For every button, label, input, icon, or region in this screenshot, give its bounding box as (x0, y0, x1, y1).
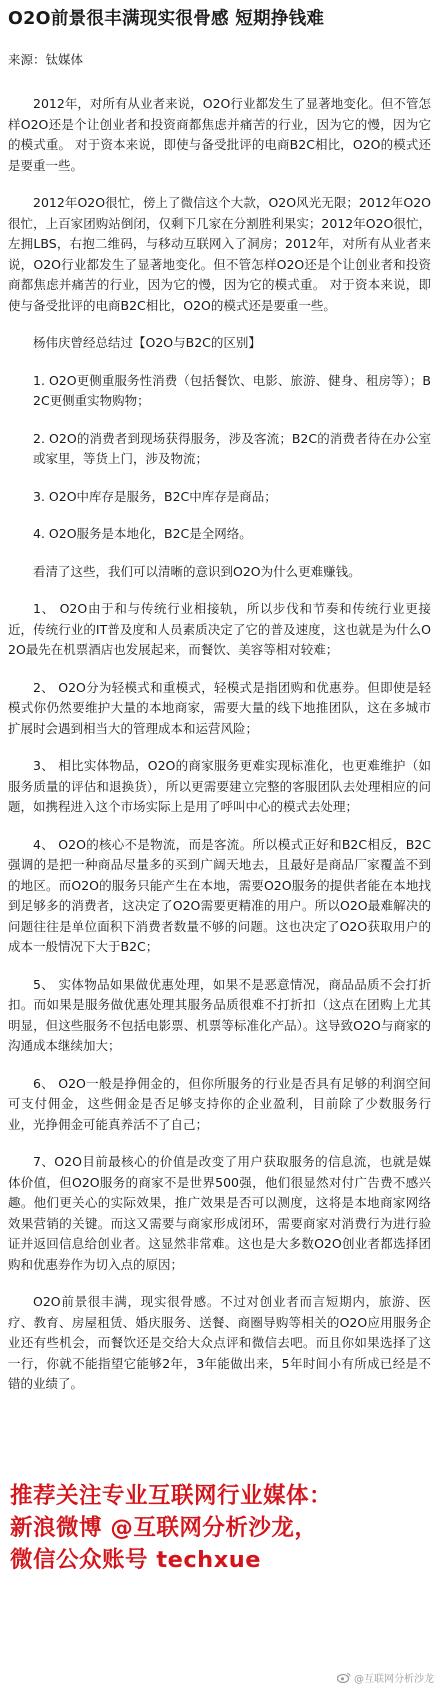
promo-line: 推荐关注专业互联网行业媒体： (10, 1483, 333, 1509)
numbered-point: 5、 实体物品如果做优惠处理，如果不是恶意情况，商品品质不会打折扣。而如果是服务做优惠处理其服务品质很难不打折扣（这点在团购上尤其明显，但这些服务不包括电影票、机票等标准化产品）。这导致O2O与商家的沟通成本继续加大； (8, 976, 431, 1053)
numbered-point: 1、 O2O由于和与传统行业相接轨，所以步伐和节奏和传统行业更接近，传统行业的IT普及度和人员素质决定了它的普及速度，这也就是为什么O2O最先在机票酒店也发展起来，而餐饮、美容等相对较难； (8, 601, 431, 657)
article-body (8, 94, 431, 1412)
list-item: 1. O2O更侧重服务性消费（包括餐饮、电影、旅游、健身、租房等）；B2C更侧重实物购物； (33, 372, 431, 408)
promo-block (10, 1480, 435, 1576)
numbered-point: 7、O2O目前最核心的价值是改变了用户获取服务的信息流，也就是媒体价值，但O2O服务的商家不是世界500强，他们很显然对付广告费不感兴趣。他们更关心的实际效果，推广效果是否可以测度，这将是本地商家网络效果营销的关键。而这又需要与商家形成闭环，需要商家对消费行为进行验证并返回信息给创业者。这显然非常难。这也是大多数O2O创业者都选择团购和优惠券作为切入点的原因； (8, 1154, 431, 1272)
numbered-point: 2、 O2O分为轻模式和重模式，轻模式是指团购和优惠券。但即使是轻模式你仍然要维护大量的本地商家，需要大量的线下地推团队，这在多城市扩展时会遇到相当大的管理成本和运营风险； (8, 679, 431, 736)
promo-line: 新浪微博 @互联网分析沙龙， (10, 1515, 318, 1541)
paragraph: 看清了这些，我们可以清晰的意识到O2O为什么更难赚钱。 (33, 563, 361, 579)
article-title: O2O前景很丰满现实很骨感 短期挣钱难 (8, 9, 325, 29)
numbered-point: 4、 O2O的核心不是物流，而是客流。所以模式正好和B2C相反，B2C强调的是把一种商品尽量多的买到广阔天地去，且最好是商品厂家覆盖不到的地区。而O2O的服务只能产生在本地，需要O2O服务的提供者能在本地找到足够多的消费者，这决定了O2O需要更精准的用户。所以O2O最难解决的问题往往是单位面积下消费者数量不够的问题。这也决定了O2O获取用户的成本一般情况下大于B2C； (8, 836, 431, 954)
watermark-text: @互联网分析沙龙 (354, 1674, 434, 1685)
paragraph: 2012年O2O很忙，傍上了微信这个大款，O2O风光无限；2012年O2O很忙，上百家团购站倒闭，仅剩下几家在分割胜利果实；2012年O2O很忙，左拥LBS，右抱二维码，与移动互联网入了洞房；2012年，对所有从业者来说，O2O行业都发生了显著地变化。但不管怎样O2O还是个让创业者和投资商都焦虑并痛苦的行业，因为它的慢，因为它的模式重。 对于资本来说，即使与备受批评的电商B2C相比，O2O的模式还是要重一些。 (8, 195, 431, 313)
section-heading: 杨伟庆曾经总结过【O2O与B2C的区别】 (33, 335, 261, 350)
list-item: 4. O2O服务是本地化，B2C是全网络。 (33, 526, 252, 541)
conclusion-paragraph: O2O前景很丰满，现实很骨感。不过对创业者而言短期内，旅游、医疗、教育、房屋租赁、婚庆服务、送餐、商圈导购等相关的O2O应用服务企业还有些机会，而餐饮还是交给大众点评和微信去吧。而且你如果选择了这一行，你就不能指望它能够2年，3年能做出来，5年时间小有所成已经是不错的业绩了。 (8, 1294, 431, 1391)
weibo-logo-icon (337, 1672, 351, 1683)
list-item: 3. O2O中库存是服务，B2C中库存是商品； (33, 488, 277, 504)
numbered-point: 6、 O2O一般是挣佣金的，但你所服务的行业是否具有足够的利润空间可支付佣金，这些佣金是否足够支持你的企业盈利，目前除了少数服务行业，光挣佣金可能真养活不了自己； (8, 1075, 431, 1132)
watermark (337, 1670, 434, 1685)
promo-line: 微信公众账号 techxue (10, 1547, 261, 1573)
numbered-point: 3、 相比实体物品，O2O的商家服务更难实现标准化，也更难维护（如服务质量的评估和退换货），所以更需要建立完整的客服团队去处理相应的问题，如携程进入这个市场实际上是用了呼叫中心的模式去处理； (8, 758, 431, 814)
paragraph: 2012年，对所有从业者来说，O2O行业都发生了显著地变化。但不管怎样O2O还是个让创业者和投资商都焦虑并痛苦的行业，因为它的慢，因为它的模式重。 对于资本来说，即使与备受批评的电商B2C相比，O2O的模式还是要重一些。 (8, 96, 431, 173)
list-item: 2. O2O的消费者到现场获得服务，涉及客流；B2C的消费者待在办公室或家里，等货上门，涉及物流； (33, 430, 431, 466)
article-source: 来源：钛媒体 (8, 52, 84, 67)
